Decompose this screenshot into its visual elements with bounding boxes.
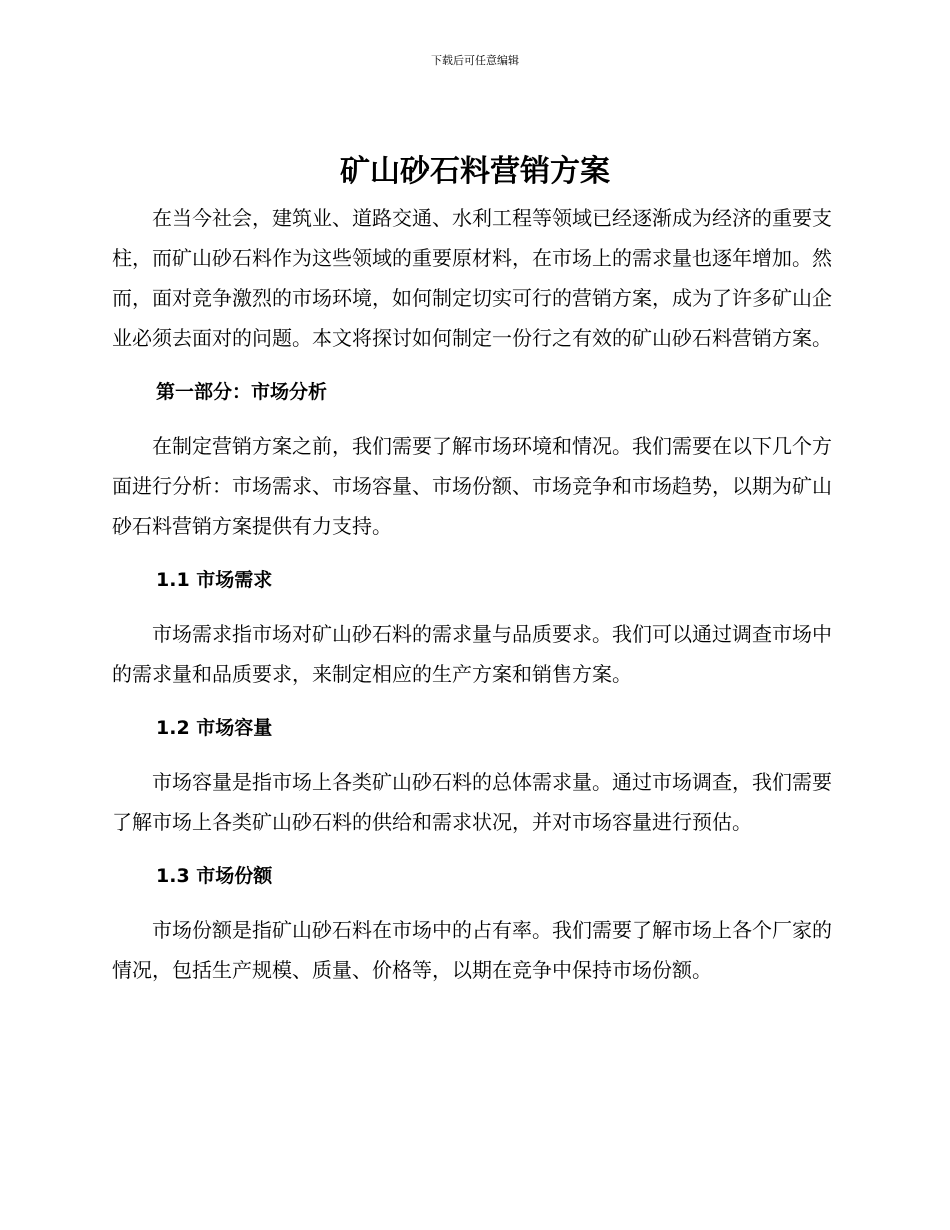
subsection-heading-market-capacity: 1.2 市场容量 xyxy=(156,717,273,739)
subsection-heading-market-share: 1.3 市场份额 xyxy=(156,865,273,887)
market-share-paragraph: 市场份额是指矿山砂石料在市场中的占有率。我们需要了解市场上各个厂家的情况，包括生产规模、质量、价格等，以期在竞争中保持市场份额。 xyxy=(112,918,832,982)
intro-paragraph: 在当今社会，建筑业、道路交通、水利工程等领域已经逐渐成为经济的重要支柱，而矿山砂石料作为这些领域的重要原材料，在市场上的需求量也逐年增加。然而，面对竞争激烈的市场环境，如何制定切实可行的营销方案，成为了许多矿山企业必须去面对的问题。本文将探讨如何制定一份行之有效的矿山砂石料营销方案。 xyxy=(112,206,832,350)
market-capacity-paragraph: 市场容量是指市场上各类矿山砂石料的总体需求量。通过市场调查，我们需要了解市场上各类矿山砂石料的供给和需求状况，并对市场容量进行预估。 xyxy=(112,770,832,834)
document-title: 矿山砂石料营销方案 xyxy=(340,154,610,189)
subsection-heading-market-demand: 1.1 市场需求 xyxy=(156,569,273,591)
page-header: 下载后可任意编辑 xyxy=(431,54,519,67)
document-body xyxy=(112,198,832,990)
market-analysis-paragraph: 在制定营销方案之前，我们需要了解市场环境和情况。我们需要在以下几个方面进行分析：市场需求、市场容量、市场份额、市场竞争和市场趋势，以期为矿山砂石料营销方案提供有力支持。 xyxy=(112,434,832,538)
section-heading-market-analysis: 第一部分：市场分析 xyxy=(156,381,328,403)
market-demand-paragraph: 市场需求指市场对矿山砂石料的需求量与品质要求。我们可以通过调查市场中的需求量和品质要求，来制定相应的生产方案和销售方案。 xyxy=(112,622,832,686)
